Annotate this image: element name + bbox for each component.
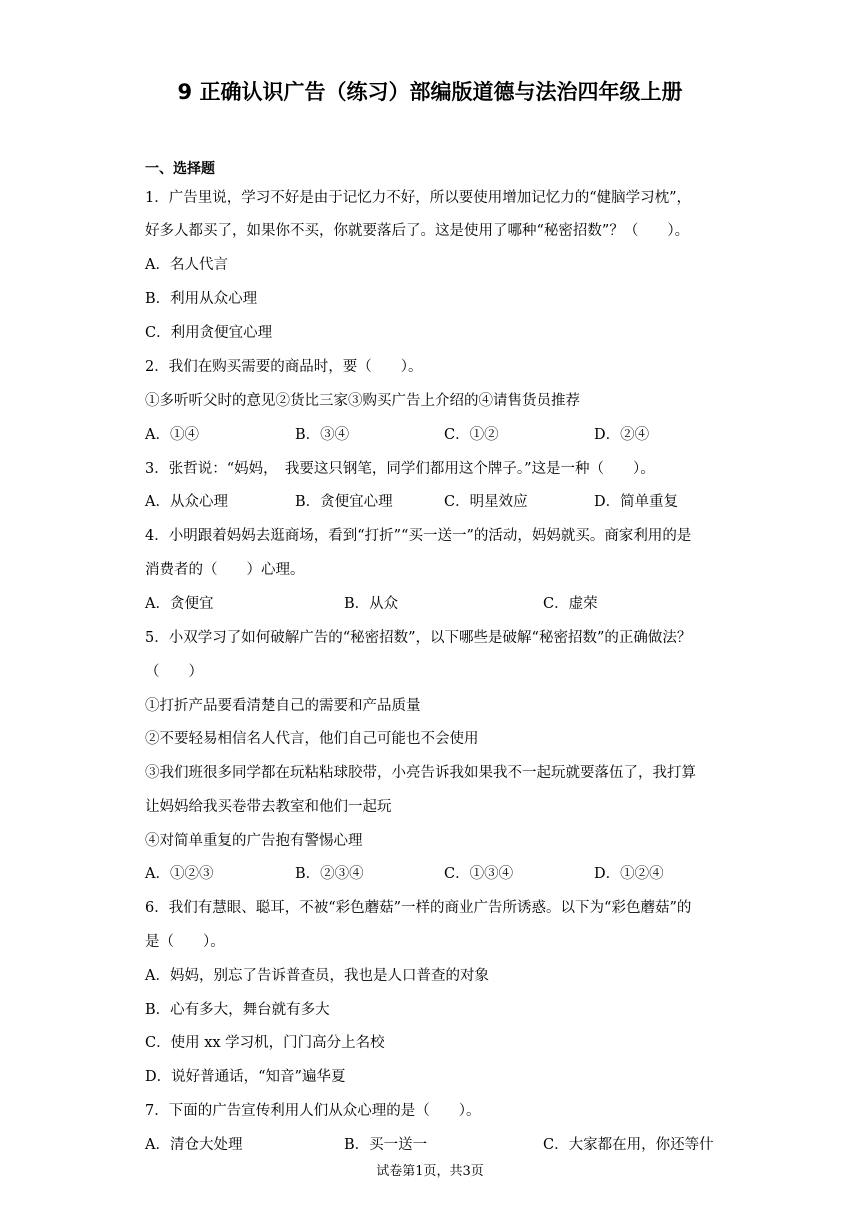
question-5-statement-3a: ③我们班很多同学都在玩粘粘球胶带，小亮告诉我如果我不一起玩就要落伍了，我打算 (145, 765, 696, 781)
question-5-statement-2: ②不要轻易相信名人代言，他们自己可能也不会使用 (145, 731, 479, 747)
question-5-statement-1: ①打折产品要看清楚自己的需要和产品质量 (145, 698, 421, 714)
question-5-option-d: D．①②④ (594, 866, 664, 882)
question-5-line-2: （ ） (145, 664, 203, 680)
question-2-option-a: A．①④ (145, 427, 199, 443)
question-2-option-b: B．③④ (295, 427, 350, 443)
question-1-line-1: 1．广告里说，学习不好是由于记忆力不好，所以要使用增加记忆力的“健脑学习枕”， (145, 190, 692, 206)
question-1-option-b: B．利用从众心理 (145, 291, 258, 307)
question-5-option-b: B．②③④ (295, 866, 364, 882)
question-2-option-c: C．①② (444, 427, 499, 443)
question-6-option-b: B．心有多大，舞台就有多大 (145, 1002, 330, 1018)
question-3-option-b: B．贪便宜心理 (295, 494, 393, 510)
question-7-option-a: A．清仓大处理 (145, 1137, 243, 1153)
question-5-statement-3b: 让妈妈给我买卷带去教室和他们一起玩 (145, 799, 392, 815)
question-3-option-c: C．明星效应 (444, 494, 528, 510)
question-3-line-1: 3．张哲说：“妈妈， 我要这只钢笔，同学们都用这个牌子。”这是一种（ ）。 (145, 461, 655, 477)
question-7-line-1: 7．下面的广告宣传利用人们从众心理的是（ ）。 (145, 1103, 481, 1119)
question-5-line-1: 5．小双学习了如何破解广告的“秘密招数”，以下哪些是破解“秘密招数”的正确做法？ (145, 630, 692, 646)
question-6-line-2: 是（ ）。 (145, 934, 225, 950)
question-6-option-c: C．使用 xx 学习机，门门高分上名校 (145, 1035, 385, 1051)
question-4-option-c: C．虚荣 (543, 596, 598, 612)
question-6-line-1: 6．我们有慧眼、聪耳，不被“彩色蘑菇”一样的商业广告所诱惑。以下为“彩色蘑菇”的 (145, 900, 692, 916)
question-4-line-2: 消费者的（ ）心理。 (145, 562, 305, 578)
question-6-option-a: A．妈妈，别忘了告诉普查员，我也是人口普查的对象 (145, 968, 489, 984)
question-5-option-c: C．①③④ (444, 866, 514, 882)
question-7-option-c: C．大家都在用，你还等什 (543, 1137, 714, 1153)
question-2-option-d: D．②④ (594, 427, 650, 443)
question-3-option-a: A．从众心理 (145, 494, 228, 510)
question-2-line-1: 2．我们在购买需要的商品时，要（ ）。 (145, 359, 423, 375)
question-5-option-a: A．①②③ (145, 866, 214, 882)
question-4-option-b: B．从众 (344, 596, 399, 612)
question-1-option-c: C．利用贪便宜心理 (145, 325, 273, 341)
question-4-option-a: A．贪便宜 (145, 596, 214, 612)
question-5-statement-4: ④对简单重复的广告抱有警惕心理 (145, 833, 363, 849)
question-1-line-2: 好多人都买了，如果你不买，你就要落后了。这是使用了哪种“秘密招数”？（ ）。 (145, 223, 690, 239)
question-2-line-2: ①多听听父时的意见②货比三家③购买广告上介绍的④请售货员推荐 (145, 393, 580, 409)
question-6-option-d: D．说好普通话，“知音”遍华夏 (145, 1069, 346, 1085)
document-title: 9 正确认识广告（练习）部编版道德与法治四年级上册 (177, 80, 683, 104)
question-3-option-d: D．简单重复 (594, 494, 679, 510)
page-footer: 试卷第1页，共3页 (376, 1164, 484, 1179)
question-1-option-a: A．名人代言 (145, 257, 228, 273)
question-7-option-b: B．买一送一 (344, 1137, 428, 1153)
section-heading: 一、选择题 (145, 161, 215, 177)
question-4-line-1: 4．小明跟着妈妈去逛商场，看到“打折”“买一送一”的活动，妈妈就买。商家利用的是 (145, 528, 692, 544)
